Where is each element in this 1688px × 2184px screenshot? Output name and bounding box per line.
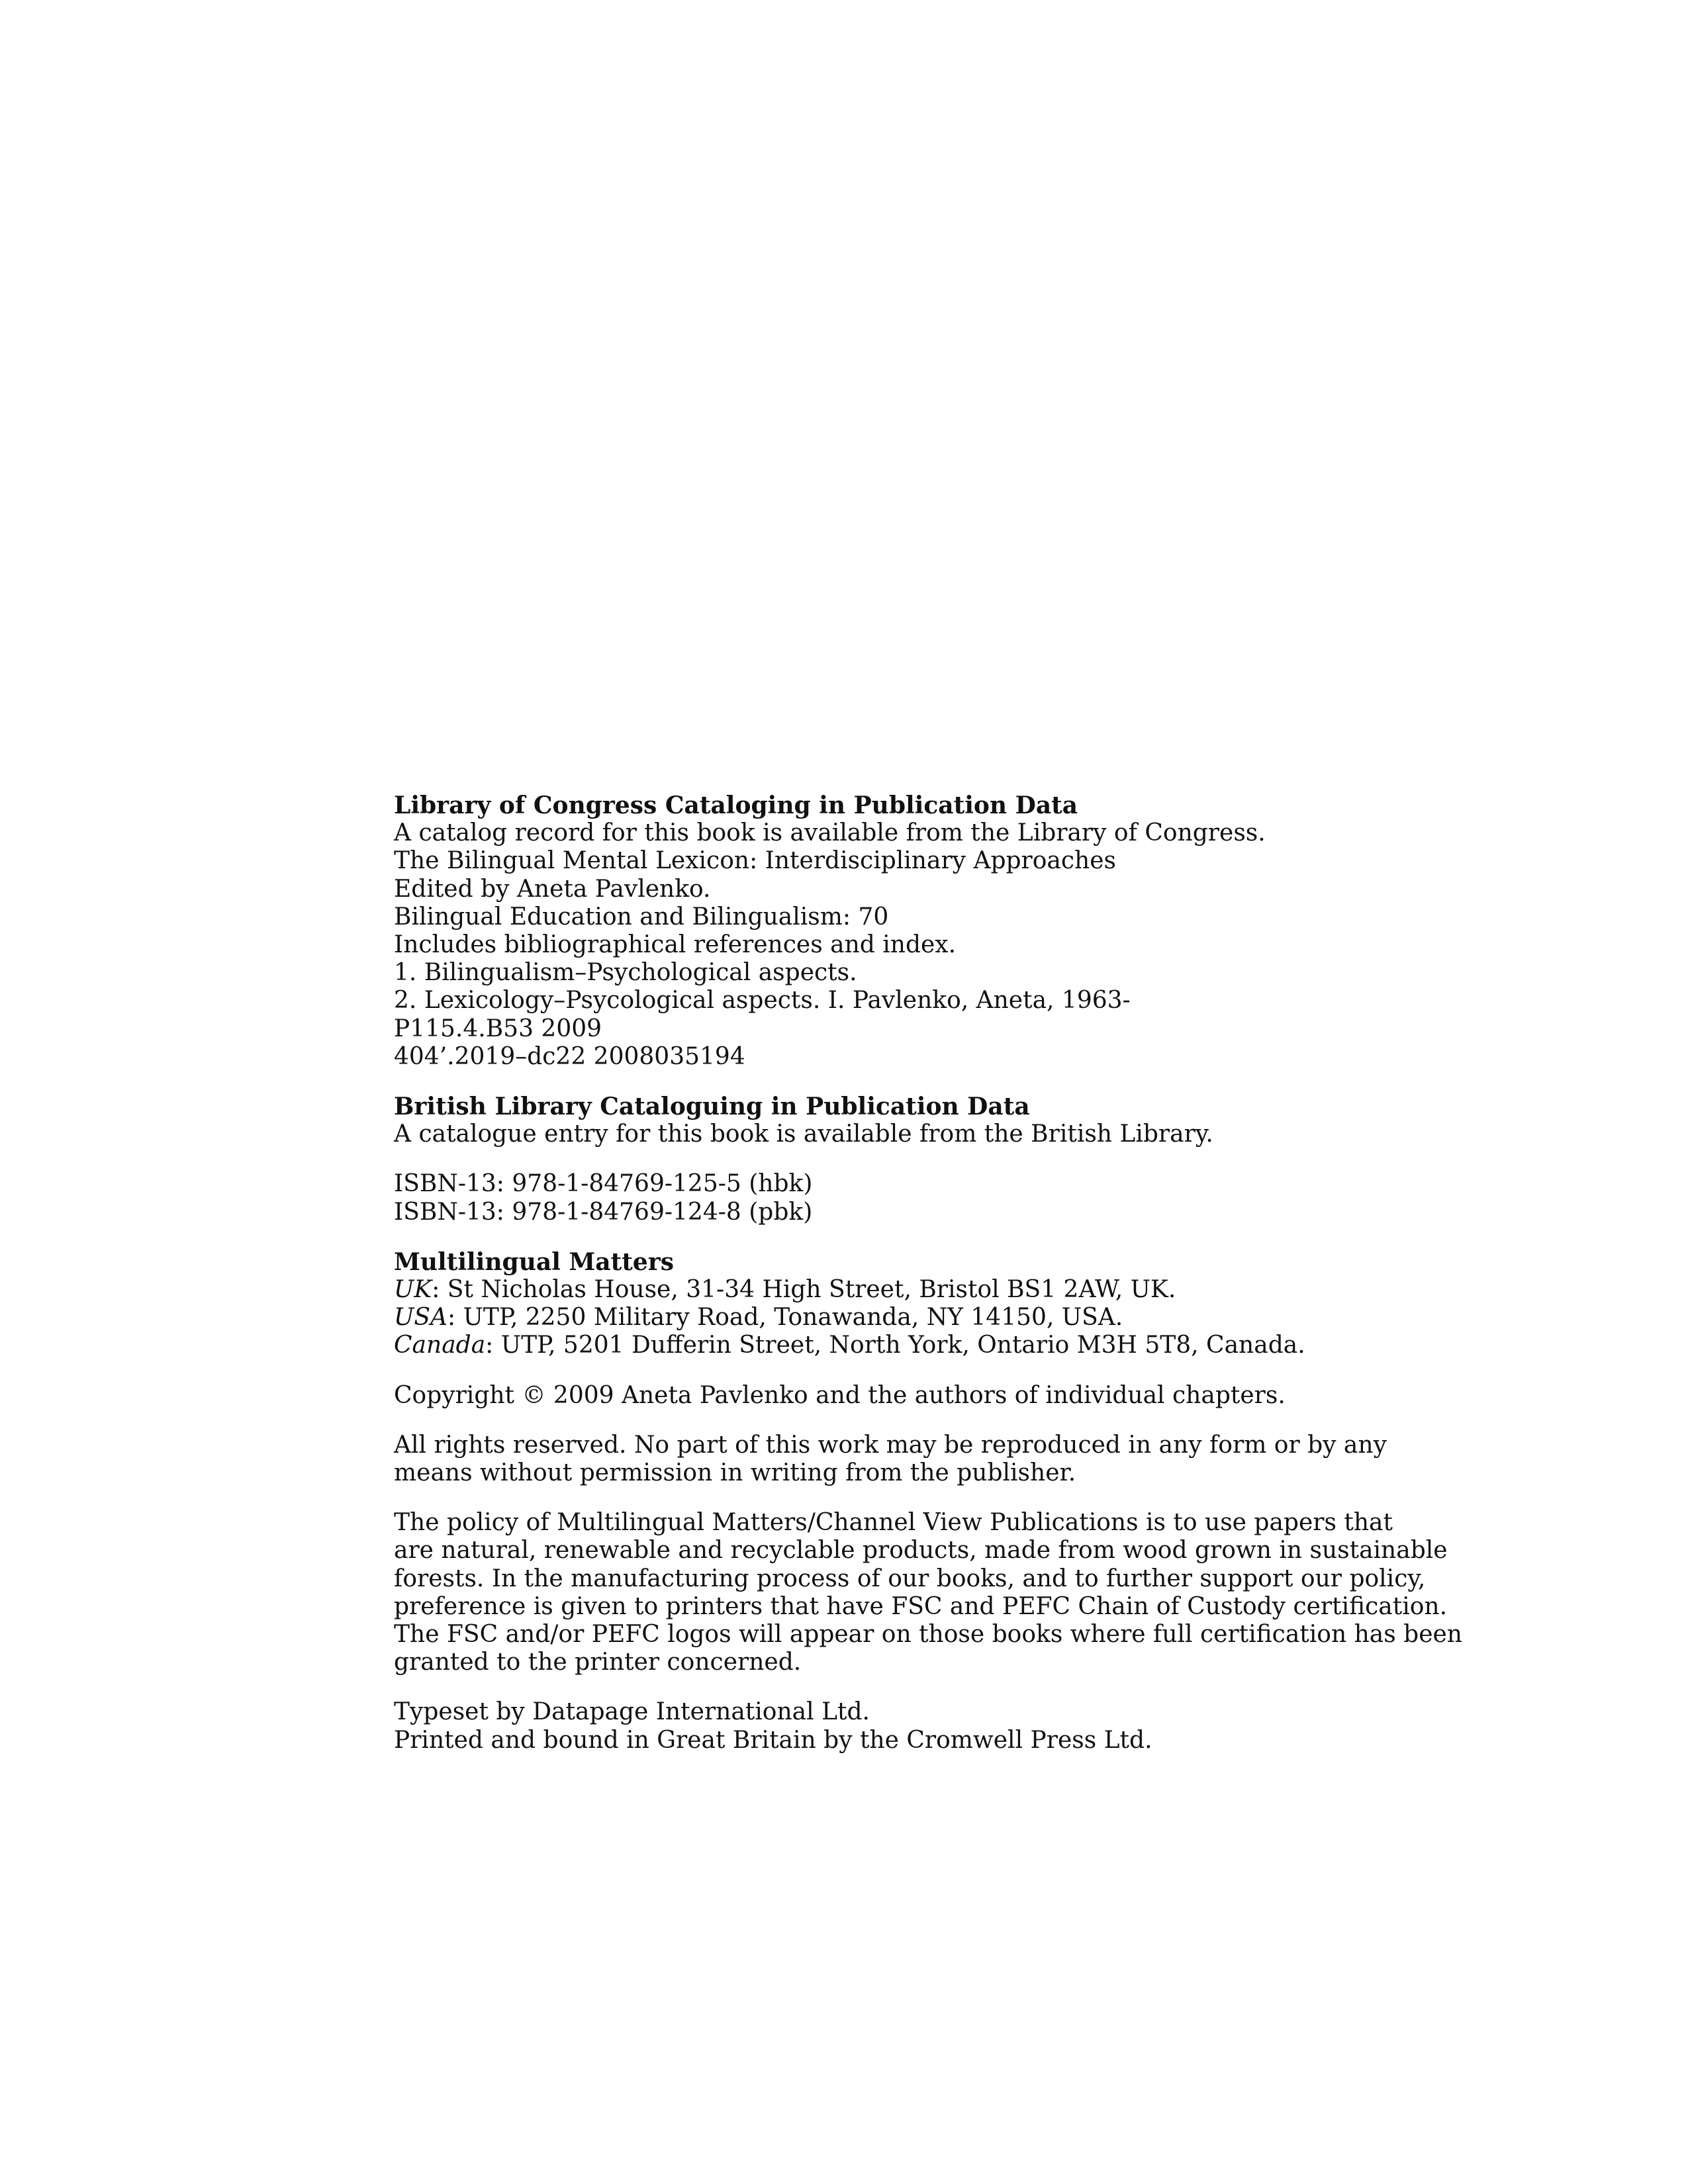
isbn-line: ISBN-13: 978-1-84769-124-8 (pbk)	[394, 1198, 813, 1226]
rights-line: means without permission in writing from the publisher.	[394, 1459, 1076, 1487]
loc-line: Edited by Aneta Pavlenko.	[394, 875, 711, 903]
loc-cip-heading: Library of Congress Cataloging in Publication Data	[394, 792, 1078, 819]
address-region: Canada	[394, 1332, 486, 1359]
rights-line: All rights reserved. No part of this work may be reproduced in any form or by any	[394, 1431, 1387, 1459]
bl-cip-heading: British Library Cataloguing in Publication Data	[394, 1093, 1030, 1121]
publisher-section	[394, 1248, 1334, 1360]
typeset-credit: Typeset by Datapage International Ltd.	[394, 1698, 870, 1726]
paper-policy-section	[394, 1509, 1462, 1676]
policy-line: preference is given to printers that have FSC and PEFC Chain of Custody certification.	[394, 1592, 1448, 1620]
address-text: : UTP, 5201 Dufferin Street, North York, Ontario M3H 5T8, Canada.	[485, 1332, 1305, 1359]
loc-line: 2. Lexicology–Psycological aspects. I. Pavlenko, Aneta, 1963-	[394, 987, 1131, 1015]
policy-line: The FSC and/or PEFC logos will appear on those books where full certification has been	[394, 1621, 1462, 1649]
bl-cip-section	[394, 1093, 1334, 1148]
address-region: UK	[394, 1276, 432, 1304]
publisher-address-uk	[394, 1276, 1334, 1304]
address-region: USA	[394, 1304, 447, 1332]
publisher-address-canada	[394, 1332, 1334, 1359]
copyright-text-block	[394, 792, 1462, 1754]
isbn-section	[394, 1170, 1334, 1226]
bl-cip-line: A catalogue entry for this book is available from the British Library.	[394, 1120, 1213, 1148]
copyright-line: Copyright © 2009 Aneta Pavlenko and the authors of individual chapters.	[394, 1381, 1286, 1409]
rights-section	[394, 1431, 1387, 1487]
loc-line: P115.4.B53 2009	[394, 1015, 602, 1042]
loc-cip-section	[394, 792, 1334, 1071]
isbn-line: ISBN-13: 978-1-84769-125-5 (hbk)	[394, 1170, 813, 1198]
policy-line: are natural, renewable and recyclable products, made from wood grown in sustainable	[394, 1537, 1448, 1565]
policy-line: The policy of Multilingual Matters/Channel View Publications is to use papers that	[394, 1509, 1393, 1537]
copyright-section	[394, 1382, 1334, 1410]
address-text: : St Nicholas House, 31-34 High Street, Bristol BS1 2AW, UK.	[432, 1276, 1176, 1304]
loc-line: Bilingual Education and Bilingualism: 70	[394, 903, 889, 931]
address-text: : UTP, 2250 Military Road, Tonawanda, NY 14150, USA.	[447, 1304, 1123, 1332]
credits-section	[394, 1698, 1334, 1754]
policy-line: granted to the printer concerned.	[394, 1649, 802, 1676]
loc-line: 404’.2019–dc22 2008035194	[394, 1042, 745, 1070]
loc-line: 1. Bilingualism–Psychological aspects.	[394, 959, 857, 987]
publisher-name: Multilingual Matters	[394, 1248, 674, 1276]
policy-line: forests. In the manufacturing process of our books, and to further support our policy,	[394, 1565, 1426, 1592]
loc-line: A catalog record for this book is available from the Library of Congress.	[394, 819, 1266, 847]
publisher-address-usa	[394, 1304, 1334, 1332]
loc-line: Includes bibliographical references and index.	[394, 931, 957, 959]
printer-credit: Printed and bound in Great Britain by the Cromwell Press Ltd.	[394, 1726, 1152, 1754]
loc-line: The Bilingual Mental Lexicon: Interdisciplinary Approaches	[394, 847, 1117, 875]
